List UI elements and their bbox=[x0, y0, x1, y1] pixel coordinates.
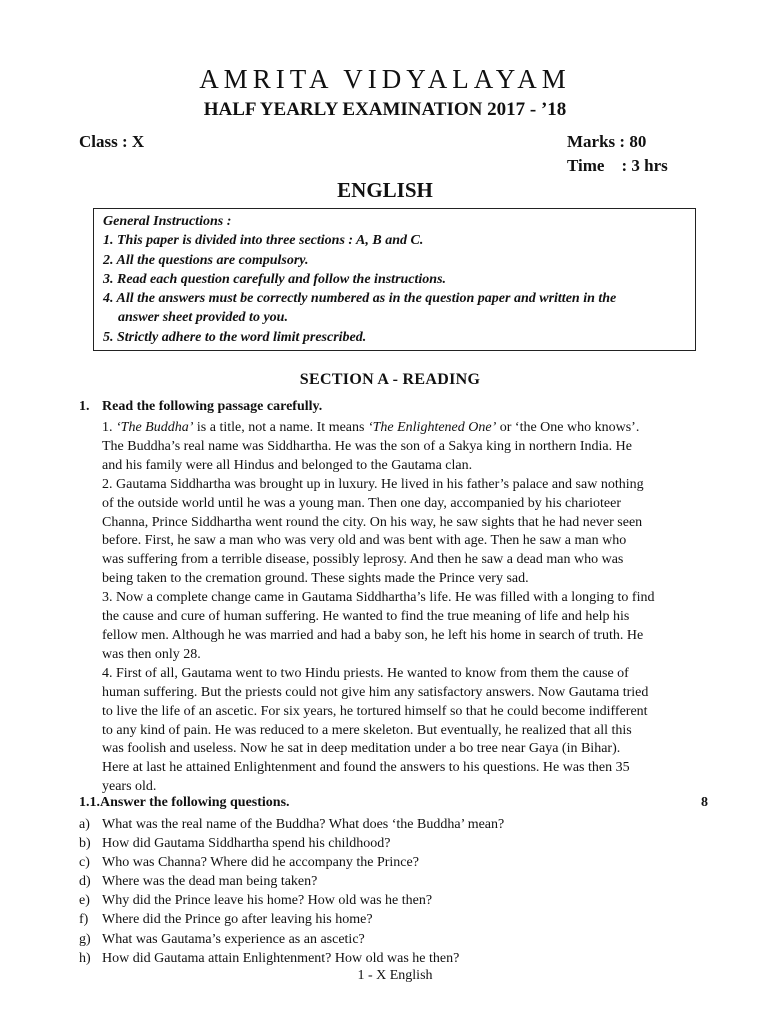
general-instructions-box bbox=[93, 208, 696, 351]
question-letter: g) bbox=[79, 931, 91, 947]
subject-title: ENGLISH bbox=[337, 178, 433, 202]
passage-text: the cause and cure of human suffering. He wanted to find the true meaning of life and help his bbox=[102, 609, 630, 625]
passage-text: was foolish and useless. Now he sat in deep meditation under a bo tree near Gaya (in Bihar). bbox=[102, 741, 621, 757]
question-item-text: Where was the dead man being taken? bbox=[102, 874, 318, 890]
passage-line bbox=[102, 722, 702, 741]
passage-text: Channa, Prince Siddhartha went round the city. On his way, he saw sights that he had never seen bbox=[102, 514, 643, 530]
passage-text: Here at last he attained Enlightenment and found the answers to his questions. He was then 35 bbox=[102, 760, 630, 776]
passage-text: 1. bbox=[102, 420, 116, 435]
passage-line bbox=[102, 665, 702, 684]
question-item bbox=[79, 910, 699, 929]
passage-line bbox=[102, 627, 702, 646]
question-letter: e) bbox=[79, 893, 90, 909]
instruction-item: 5. Strictly adhere to the word limit prescribed. bbox=[103, 329, 367, 345]
question-item bbox=[79, 949, 699, 968]
question-item bbox=[79, 930, 699, 949]
sub-question-title: 1.1.Answer the following questions. bbox=[79, 795, 290, 810]
question-list bbox=[79, 815, 699, 968]
instruction-item: 4. All the answers must be correctly numbered as in the question paper and written in the bbox=[103, 291, 617, 307]
question-item bbox=[79, 872, 699, 891]
instruction-item: 2. All the questions are compulsory. bbox=[103, 252, 309, 268]
question-letter: b) bbox=[79, 836, 91, 852]
question-letter: h) bbox=[79, 950, 91, 966]
passage-line bbox=[102, 684, 702, 703]
question-item-text: What was the real name of the Buddha? What does ‘the Buddha’ mean? bbox=[102, 817, 505, 832]
sub-question-marks: 8 bbox=[701, 795, 708, 810]
question-item bbox=[79, 853, 699, 872]
passage-text: human suffering. But the priests could not give him any satisfactory answers. Now Gautama tried bbox=[102, 684, 649, 700]
reading-passage bbox=[102, 419, 702, 797]
marks-label: Marks : 80 bbox=[567, 132, 647, 151]
question-item-text: How did Gautama Siddhartha spend his childhood? bbox=[102, 836, 391, 852]
question-item-text: Where did the Prince go after leaving his home? bbox=[102, 912, 373, 928]
class-label: Class : X bbox=[79, 132, 145, 151]
passage-line bbox=[102, 703, 702, 722]
instruction-item: 1. This paper is divided into three sections : A, B and C. bbox=[103, 233, 424, 249]
question-item bbox=[79, 815, 699, 834]
passage-line bbox=[102, 551, 702, 570]
time-label: Time : 3 hrs bbox=[567, 156, 668, 175]
passage-text: fellow men. Although he was married and had a baby son, he left his home in search of truth. He bbox=[102, 627, 644, 643]
passage-text: of the outside world until he was a young man. Then one day, accompanied by his charioteer bbox=[102, 495, 622, 511]
passage-text: 3. Now a complete change came in Gautama Siddhartha’s life. He was filled with a longing to find bbox=[102, 590, 655, 606]
instructions-title: General Instructions : bbox=[103, 214, 232, 229]
instruction-item: answer sheet provided to you. bbox=[118, 310, 288, 326]
school-name: AMRITA VIDYALAYAM bbox=[199, 64, 571, 94]
passage-text: is a title, not a name. It means bbox=[193, 420, 368, 435]
passage-line bbox=[102, 740, 702, 759]
passage-line bbox=[102, 476, 702, 495]
passage-line bbox=[102, 759, 702, 778]
passage-emphasis: ‘The Buddha’ bbox=[116, 420, 194, 435]
page-footer: 1 - X English bbox=[357, 968, 433, 983]
passage-line bbox=[102, 608, 702, 627]
passage-line bbox=[102, 457, 702, 476]
question-item bbox=[79, 834, 699, 853]
question-item-text: How did Gautama attain Enlightenment? How old was he then? bbox=[102, 950, 460, 966]
question-letter: f) bbox=[79, 912, 89, 928]
passage-text: was then only 28. bbox=[102, 646, 201, 662]
passage-line bbox=[102, 419, 702, 438]
passage-text: 4. First of all, Gautama went to two Hindu priests. He wanted to know from them the cause of bbox=[102, 665, 629, 681]
passage-text: and his family were all Hindus and belonged to the Gautama clan. bbox=[102, 457, 473, 473]
passage-line bbox=[102, 589, 702, 608]
passage-text: being taken to the cremation ground. These sights made the Prince very sad. bbox=[102, 571, 529, 587]
instruction-item: 3. Read each question carefully and follow the instructions. bbox=[103, 271, 447, 287]
passage-text: to live the life of an ascetic. For six years, he tortured himself so that he could become indifferent bbox=[102, 703, 648, 719]
exam-title: HALF YEARLY EXAMINATION 2017 - ’18 bbox=[203, 99, 567, 120]
passage-line bbox=[102, 570, 702, 589]
question-item-text: What was Gautama’s experience as an ascetic? bbox=[102, 931, 365, 947]
question-letter: d) bbox=[79, 874, 91, 890]
passage-emphasis: ‘The Enlightened One’ bbox=[367, 420, 497, 435]
passage-text: before. First, he saw a man who was very old and was bent with age. Then he saw a man who bbox=[102, 533, 627, 549]
question-letter: c) bbox=[79, 855, 90, 871]
passage-text: 2. Gautama Siddhartha was brought up in luxury. He lived in his father’s palace and saw nothing bbox=[102, 476, 644, 492]
passage-text: or ‘the One who knows’. bbox=[496, 420, 640, 435]
passage-line bbox=[102, 438, 702, 457]
passage-text: The Buddha’s real name was Siddhartha. He was the son of a Sakya king in northern India. He bbox=[102, 438, 632, 454]
question-item bbox=[79, 891, 699, 910]
passage-line bbox=[102, 495, 702, 514]
question-item-text: Who was Channa? Where did he accompany the Prince? bbox=[102, 855, 419, 871]
question-number: 1. bbox=[79, 399, 90, 414]
passage-line bbox=[102, 646, 702, 665]
question-text: Read the following passage carefully. bbox=[102, 399, 323, 414]
section-title: SECTION A - READING bbox=[299, 371, 481, 388]
passage-text: to any kind of pain. He was reduced to a mere skeleton. But eventually, he realized that all this bbox=[102, 722, 632, 738]
passage-text: was suffering from a terrible disease, possibly leprosy. And then he saw a dead man who was bbox=[102, 552, 624, 568]
passage-line bbox=[102, 514, 702, 533]
passage-line bbox=[102, 532, 702, 551]
question-item-text: Why did the Prince leave his home? How old was he then? bbox=[102, 893, 433, 909]
question-letter: a) bbox=[79, 817, 90, 832]
passage-text: years old. bbox=[102, 779, 157, 795]
